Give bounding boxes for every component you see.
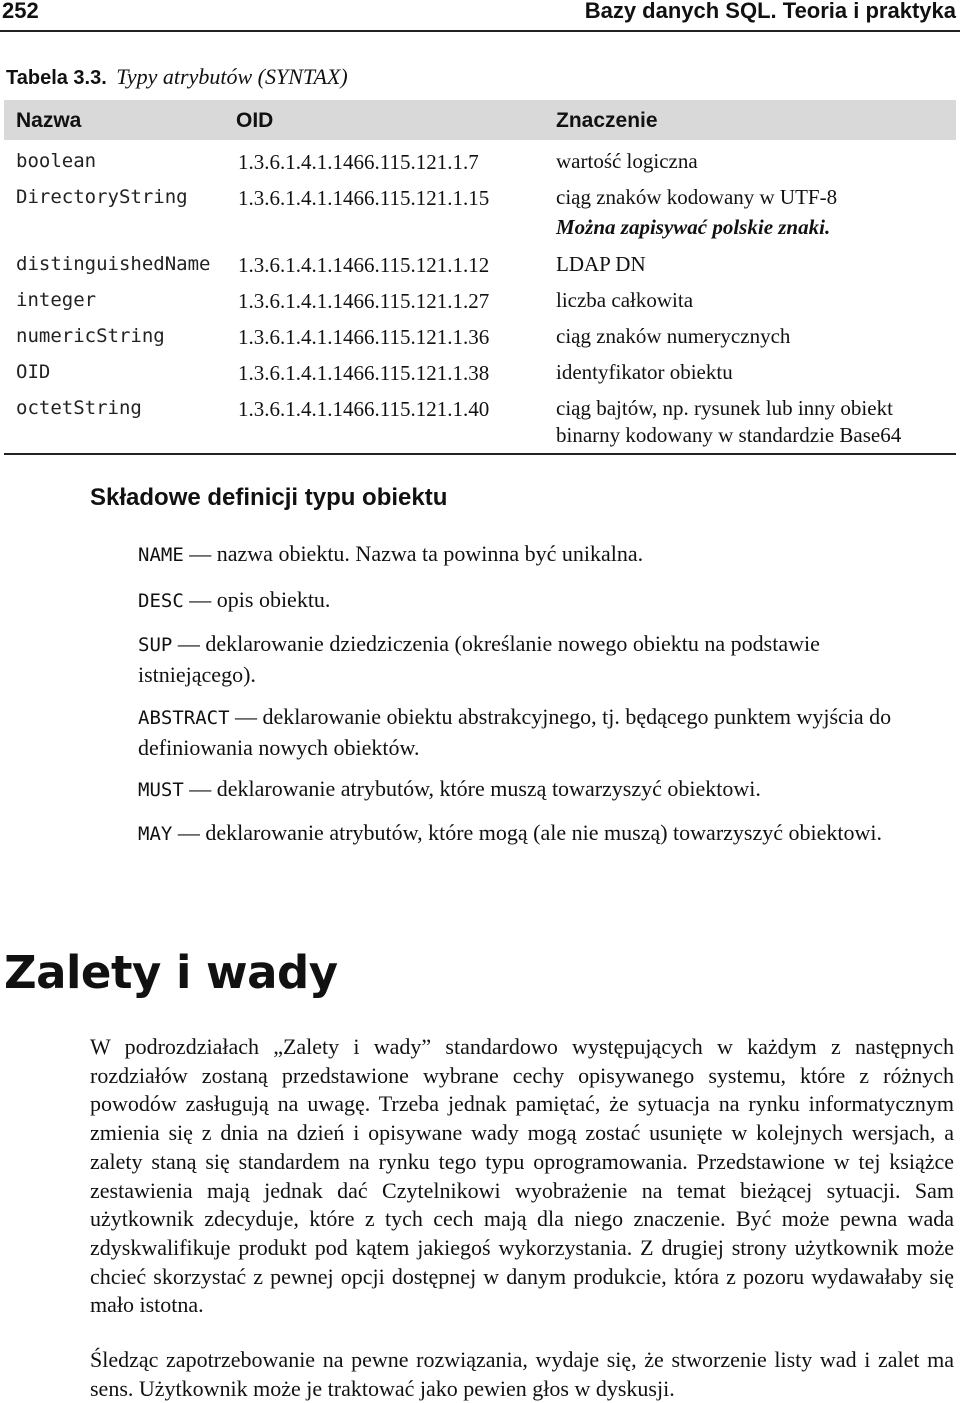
attribute-name: DirectoryString: [16, 186, 188, 208]
attribute-oid: 1.3.6.1.4.1.1466.115.121.1.27: [238, 289, 490, 313]
attribute-meaning-cell: [556, 184, 837, 241]
attribute-meaning: ciąg bajtów, np. rysunek lub inny obiekt: [556, 396, 893, 420]
table-caption-label: Tabela 3.3.: [6, 67, 107, 89]
definition-keyword: ABSTRACT: [138, 707, 230, 729]
definition-text: opis obiektu.: [216, 587, 331, 612]
book-title: Bazy danych SQL. Teoria i praktyka: [584, 0, 956, 23]
attribute-oid: 1.3.6.1.4.1.1466.115.121.1.15: [238, 186, 490, 210]
attribute-oid: 1.3.6.1.4.1.1466.115.121.1.7: [238, 150, 479, 174]
attribute-name: octetString: [16, 397, 142, 419]
table-header-row: [4, 100, 956, 140]
attribute-oid: 1.3.6.1.4.1.1466.115.121.1.36: [238, 325, 490, 349]
em-dash: —: [189, 587, 212, 612]
definition-text: nazwa obiektu. Nazwa ta powinna być unikalna.: [216, 541, 644, 566]
page-header: [0, 0, 960, 32]
attribute-name: integer: [16, 289, 97, 311]
chapter-heading: Zalety i wady: [4, 946, 338, 999]
table-caption-title: Typy atrybutów (SYNTAX): [116, 64, 348, 89]
page-number: 252: [2, 0, 39, 23]
em-dash: —: [235, 704, 258, 729]
table-caption: [6, 64, 348, 90]
attribute-meaning: ciąg znaków kodowany w UTF-8: [556, 185, 838, 209]
definition-item: [138, 585, 938, 616]
attribute-meaning: ciąg znaków numerycznych: [556, 324, 791, 348]
definition-item: [138, 702, 938, 762]
em-dash: —: [177, 631, 200, 656]
definition-text: deklarowanie atrybutów, które muszą towarzyszyć obiektowi.: [216, 776, 761, 801]
attribute-oid: 1.3.6.1.4.1.1466.115.121.1.12: [238, 253, 490, 277]
attribute-name: OID: [16, 361, 51, 383]
em-dash: —: [189, 776, 212, 801]
em-dash: —: [189, 541, 212, 566]
attribute-meaning: LDAP DN: [556, 252, 646, 276]
column-header-oid: OID: [236, 109, 274, 132]
attribute-meaning-cell: [556, 395, 901, 449]
em-dash: —: [177, 820, 200, 845]
definition-keyword: MAY: [138, 823, 173, 845]
attribute-note: Można zapisywać polskie znaki.: [556, 215, 831, 239]
column-header-meaning: Znaczenie: [556, 109, 658, 132]
section-heading: Składowe definicji typu obiektu: [90, 484, 448, 511]
attribute-name: boolean: [16, 150, 97, 172]
definition-keyword: MUST: [138, 779, 184, 801]
definition-item: [138, 818, 938, 849]
definition-item: [138, 629, 938, 689]
definition-keyword: SUP: [138, 634, 173, 656]
attribute-oid: 1.3.6.1.4.1.1466.115.121.1.40: [238, 397, 490, 421]
definition-item: [138, 774, 938, 805]
attribute-name: distinguishedName: [16, 253, 211, 275]
attribute-meaning: wartość logiczna: [556, 149, 698, 173]
definition-item: [138, 539, 938, 570]
definition-keyword: DESC: [138, 590, 184, 612]
definition-text: deklarowanie atrybutów, które mogą (ale nie muszą) towarzyszyć obiektowi.: [205, 820, 882, 845]
attribute-meaning: identyfikator obiektu: [556, 360, 733, 384]
definition-keyword: NAME: [138, 544, 184, 566]
body-paragraph: Śledząc zapotrzebowanie na pewne rozwiązania, wydaje się, że stworzenie listy wad i zalet ma sens. Użytkownik może je traktować jako pewien głos w dyskusji.: [90, 1347, 954, 1401]
body-paragraph: W podrozdziałach „Zalety i wady” standardowo występujących w każdym z następnych rozdziałów zostaną przedstawione wybrane cechy opisywanego systemu, które z różnych powodów zasługują na uwagę. Trzeba jednak pamiętać, że sytuacja na rynku informatycznym zmienia się z dnia na dzień i opisywane wady mogą zostać usunięte w kolejnych wersjach, a zalety staną się standardem na rynku tego typu oprogramowania. Przedstawione w tej książce zestawienia mają jednak dać Czytelnikowi wyobrażenie na temat bieżącej sytuacji. Sam użytkownik zdecyduje, które z tych cech mają dla niego znaczenie. Być może pewna wada zdyskwalifikuje produkt pod kątem jakiegoś wykorzystania. Z drugiej strony użytkownik może chcieć skorzystać z pewnej opcji dostępnej w danym produkcie, która z pozoru wydawałaby się mało istotna.: [90, 1034, 954, 1318]
attribute-meaning-continued: binarny kodowany w standardzie Base64: [556, 423, 902, 447]
attribute-meaning: liczba całkowita: [556, 288, 694, 312]
definition-text: deklarowanie obiektu abstrakcyjnego, tj. będącego punktem wyjścia do definiowania nowych obiektów.: [138, 704, 892, 760]
attribute-name: numericString: [16, 325, 165, 347]
attribute-oid: 1.3.6.1.4.1.1466.115.121.1.38: [238, 361, 490, 385]
table-bottom-rule: [4, 453, 956, 455]
column-header-name: Nazwa: [16, 109, 82, 132]
definition-text: deklarowanie dziedziczenia (określanie nowego obiektu na podstawie istniejącego).: [138, 631, 820, 687]
